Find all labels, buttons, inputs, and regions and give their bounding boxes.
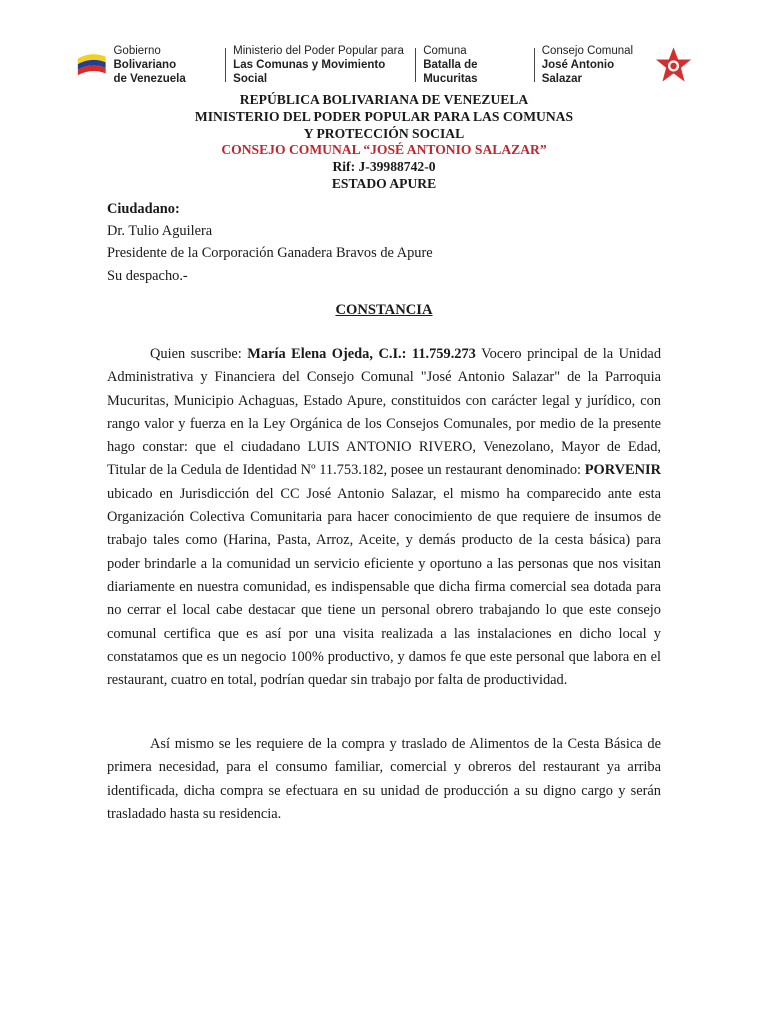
addressee-block [107,198,433,287]
p1-signer: María Elena Ojeda, C.I.: 11.759.273 [247,346,476,362]
consejo-line2: José Antonio Salazar [541,59,615,85]
document-title [0,302,768,319]
gov-line1-bold: Bolivariano [113,59,177,71]
comuna-line2: Batalla de Mucuritas [423,59,478,85]
gov-line2: de Venezuela [113,73,186,85]
addressee-name: Dr. Tulio Aguilera [107,223,213,240]
divider [534,48,535,82]
ministry-block [233,44,408,86]
addressee-label: Ciudadano: [107,201,180,217]
ministry-line1: Ministerio del Poder Popular para [233,45,404,57]
heading-council-name: CONSEJO COMUNAL “JOSÉ ANTONIO SALAZAR” [221,142,547,158]
addressee-role: Presidente de la Corporación Ganadera Bravos de Apure [107,245,433,262]
red-star-icon [655,45,692,85]
divider [415,48,416,82]
title-text: CONSTANCIA [335,302,433,318]
paragraph-2: Así mismo se les requiere de la compra y traslado de Alimentos de la Cesta Básica de primera necesidad, para el consumo familiar, comercial y obreros del restaurant ya arriba identificada, dicha compra se efectuara en su unidad de producción a su digno cargo y serán trasladado hasta su residencia. [107,736,661,822]
divider [225,48,226,82]
heading-line2: MINISTERIO DEL PODER POPULAR PARA LAS COMUNAS [194,108,574,124]
heading-line3: Y PROTECCIÓN SOCIAL [303,125,465,141]
heading-state: ESTADO APURE [331,175,437,191]
addressee-closing: Su despacho.- [107,267,188,284]
p1-middle: Vocero principal de la Unidad Administrativa y Financiera del Consejo Comunal "José Antonio Salazar" de la Parroquia Mucuritas, Municipio Achaguas, Estado Apure, constituidos con carácter legal y jurídico, con rango valor y fuerza en la Ley Orgánica de los Consejos Comunales, por medio de la presente hago constar: que el ciudadano LUIS ANTONIO RIVERO, Venezolano, Mayor de Edad, Titular de la Cedula de Identidad Nº 11.753.182, posee un restaurant denominado: [107,346,662,479]
letterhead [76,43,692,87]
p1-rest: ubicado en Jurisdicción del CC José Antonio Salazar, el mismo ha comparecido ante esta Organización Colectiva Comunitaria para hacer conocimiento de que requiere de insumos de trabajo tales como (Harina, Pasta, Arroz, Aceite, y demás producto de la cesta básica) para poder brindarle a la comunidad un servicio eficiente y oportuno a las personas que nos visitan diariamente en nuestra comunidad, es indispensable que dicha firma comercial sea dotada para no cerrar el local cabe destacar que tiene un personal obrero trabajando lo que este consejo comunal certifica que es así por una visita realizada a las instalaciones en dicho local y constatamos que es un negocio 100% productivo, y damos fe que este personal que labora en el restaurant, cuatro en total, podrían quedar sin trabajo por falta de productividad. [107,485,661,689]
consejo-block [542,44,649,86]
gov-line1: Gobierno [113,45,161,57]
heading-line1: REPÚBLICA BOLIVARIANA DE VENEZUELA [239,92,529,107]
consejo-line1: Consejo Comunal [541,45,634,57]
comuna-block [423,44,527,86]
comuna-line1: Comuna [423,45,467,57]
document-heading [0,92,768,193]
p1-business: PORVENIR [584,462,661,479]
ministry-line2: Las Comunas y Movimiento Social [233,59,386,85]
gov-block [113,44,218,86]
venezuela-flag-icon [76,48,107,82]
heading-rif: Rif: J-39988742-0 [332,159,436,175]
paragraph-1 [107,343,661,692]
p1-intro: Quien suscribe: [150,346,248,362]
